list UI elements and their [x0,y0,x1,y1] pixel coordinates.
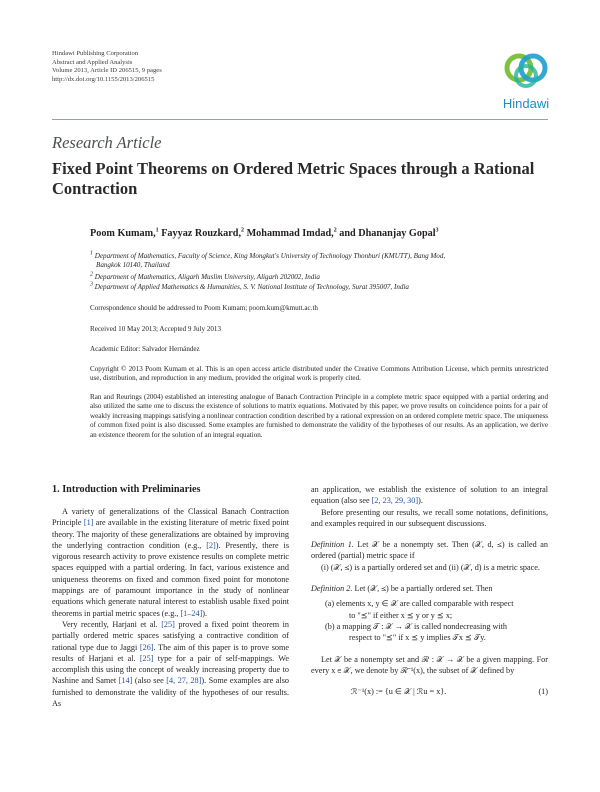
received-dates: Received 10 May 2013; Accepted 9 July 2013 [90,325,222,333]
copyright-notice: Copyright © 2013 Poom Kumam et al. This is an open access article distributed under the Creative Commons Attribution License, which permits unrestricted use, distribution, and reproduction in any medium, provided the original work is properly cited. [90,365,548,383]
hindawi-wordmark: Hindawi [502,96,550,111]
affiliation-1 [90,252,445,270]
publisher-line: Hindawi Publishing Corporation [52,50,139,57]
right-column [311,484,548,697]
affiliation-text: Department of Mathematics, Faculty of Science, King Mongkut's University of Technology Thonburi (KMUTT), Bang Mod, [94,252,446,260]
definition-2: Definition 2. Let (𝒳, ⪯) be a partially ordered set. Then [311,584,493,594]
journal-name: Abstract and Applied Analysis [52,58,133,66]
citation-link[interactable]: [14] [118,676,133,686]
citation-link[interactable]: [26] [139,642,154,652]
affiliation-marker: 2 [333,227,337,234]
section-heading: 1. Introduction with Preliminaries [52,484,201,495]
definition-1: Definition 1. Let 𝒳 be a nonempty set. Then (𝒳, d, ⪯) is called an ordered (partial) metric space if [311,540,549,561]
definition-1-body: (i) (𝒳, ⪯) is a partially ordered set and (ii) (𝒳, d) is a metric space. [321,562,540,572]
citation-link[interactable]: [4, 27, 28] [166,676,202,686]
hindawi-rings-icon [497,48,555,94]
equation-1 [311,686,548,697]
citation-link[interactable]: [2] [206,540,216,550]
correspondence: Correspondence should be addressed to Poom Kumam; poom.kum@kmutt.ac.th [90,304,318,312]
affiliation-text: Department of Applied Mathematics & Humanities, S. V. National Institute of Technology, Surat 395007, India [94,283,409,291]
affiliation-text: Department of Mathematics, Aligarh Muslim University, Aligarh 202002, India [94,273,320,281]
left-column [52,506,289,709]
author-name[interactable]: Fayyaz Rouzkard, [161,228,242,239]
citation-link[interactable]: [2, 23, 29, 30] [371,496,419,506]
author-list [90,228,439,239]
hindawi-logo [497,48,555,110]
affiliation-marker: 1 [90,250,93,257]
continued-paragraph: an application, we establish the existence of solution to an integral equation (also see [2, 23, 29, 30]). [311,485,548,506]
affiliation-marker: 3 [435,227,439,234]
affiliation-2 [90,273,320,282]
definition-2-item-a: (a) elements x, y ∈ 𝒳 are called comparable with respect to "⪯" if either x ⪯ y or y ⪯ x; [325,599,514,620]
volume-line: Volume 2013, Article ID 206515, 9 pages [52,67,162,75]
affiliation-text-cont: Bangkok 10140, Thailand [96,261,170,270]
affiliation-marker: 1 [155,227,159,234]
author-name[interactable]: Mohammad Imdad, [246,228,334,239]
author-name[interactable]: Poom Kumam, [90,228,156,239]
citation-link[interactable]: [25] [139,653,154,663]
intro-paragraph-1: A variety of generalizations of the Classical Banach Contraction Principle [1] are available in the existing literature of metric fixed point theory. The majority of these generalizations are obtained by improving the underlying contraction condition (e.g., [2]). Presently, there is vigorous research activity to prove existence results on complete metric spaces equipped with a partial ordering. In fact, various existence and uniqueness theorems on fixed and common fixed point for monotone mappings are of paramount importance in the study of nonlinear equations which generate natural interest to establish usable fixed point theorems in partial metric spaces (e.g., [1–24]). [52,507,290,618]
equation-body: ℛ⁻¹(x) := {u ∈ 𝒳 | ℛu = x}. [351,687,447,697]
abstract: Ran and Reurings (2004) established an interesting analogue of Banach Contraction Principle in a complete metric space equipped with a partial ordering and also utilized the same one to discuss the existence of solutions to matrix equations. Motivated by this paper, we prove results on coincidence points for a pair of weakly increasing mappings satisfying a nonlinear contraction condition described by a rational expression on an ordered complete metric space. The uniqueness of common fixed point is also discussed. Some examples are furnished to demonstrate the validity of the hypotheses of our results. As an application, we derive an existence theorem for the solution of an integral equation. [90,393,548,439]
mapping-paragraph: Let 𝒳 be a nonempty set and ℛ : 𝒳 → 𝒳 be a given mapping. For every x ∈ 𝒳, we denote by ℛ⁻¹(x), the subset of 𝒳 defined by [311,654,548,675]
journal-header [52,50,162,84]
article-type: Research Article [52,133,162,152]
affiliation-marker: 2 [90,271,93,278]
author-name[interactable]: and Dhananjay Gopal [339,228,436,239]
citation-link[interactable]: [1] [83,518,94,528]
article-title: Fixed Point Theorems on Ordered Metric Spaces through a Rational Contraction [52,159,535,198]
header-divider [52,119,548,120]
citation-link[interactable]: [1–24] [180,608,203,618]
notation-paragraph: Before presenting our results, we recall some notations, definitions, and examples required in our subsequent discussions. [311,507,548,528]
definition-2-item-b: (b) a mapping 𝒯 : 𝒳 → 𝒳 is called nondecreasing with respect to "⪯" if x ⪯ y implies 𝒯x ⪯ 𝒯y. [325,621,508,643]
citation-link[interactable]: [25] [161,619,175,629]
intro-paragraph-2: Very recently, Harjani et al. [25] proved a fixed point theorem in partially ordered metric spaces satisfying a contractive condition of rational type due to Jaggi [26]. The aim of this paper is to prove some results of Harjani et al. [25] type for a pair of self-mappings. We accomplish this using the concept of weakly increasing property due to Nashine and Samet [14] (also see [4, 27, 28]). Some examples are also furnished to demonstrate the validity of the hypotheses of our results. As [52,619,290,709]
affiliation-marker: 3 [90,281,93,288]
affiliation-marker: 2 [241,227,245,234]
equation-number: (1) [538,687,548,697]
academic-editor: Academic Editor: Salvador Hernández [90,345,200,353]
affiliation-3 [90,283,409,292]
doi-link[interactable]: http://dx.doi.org/10.1155/2013/206515 [52,75,155,83]
